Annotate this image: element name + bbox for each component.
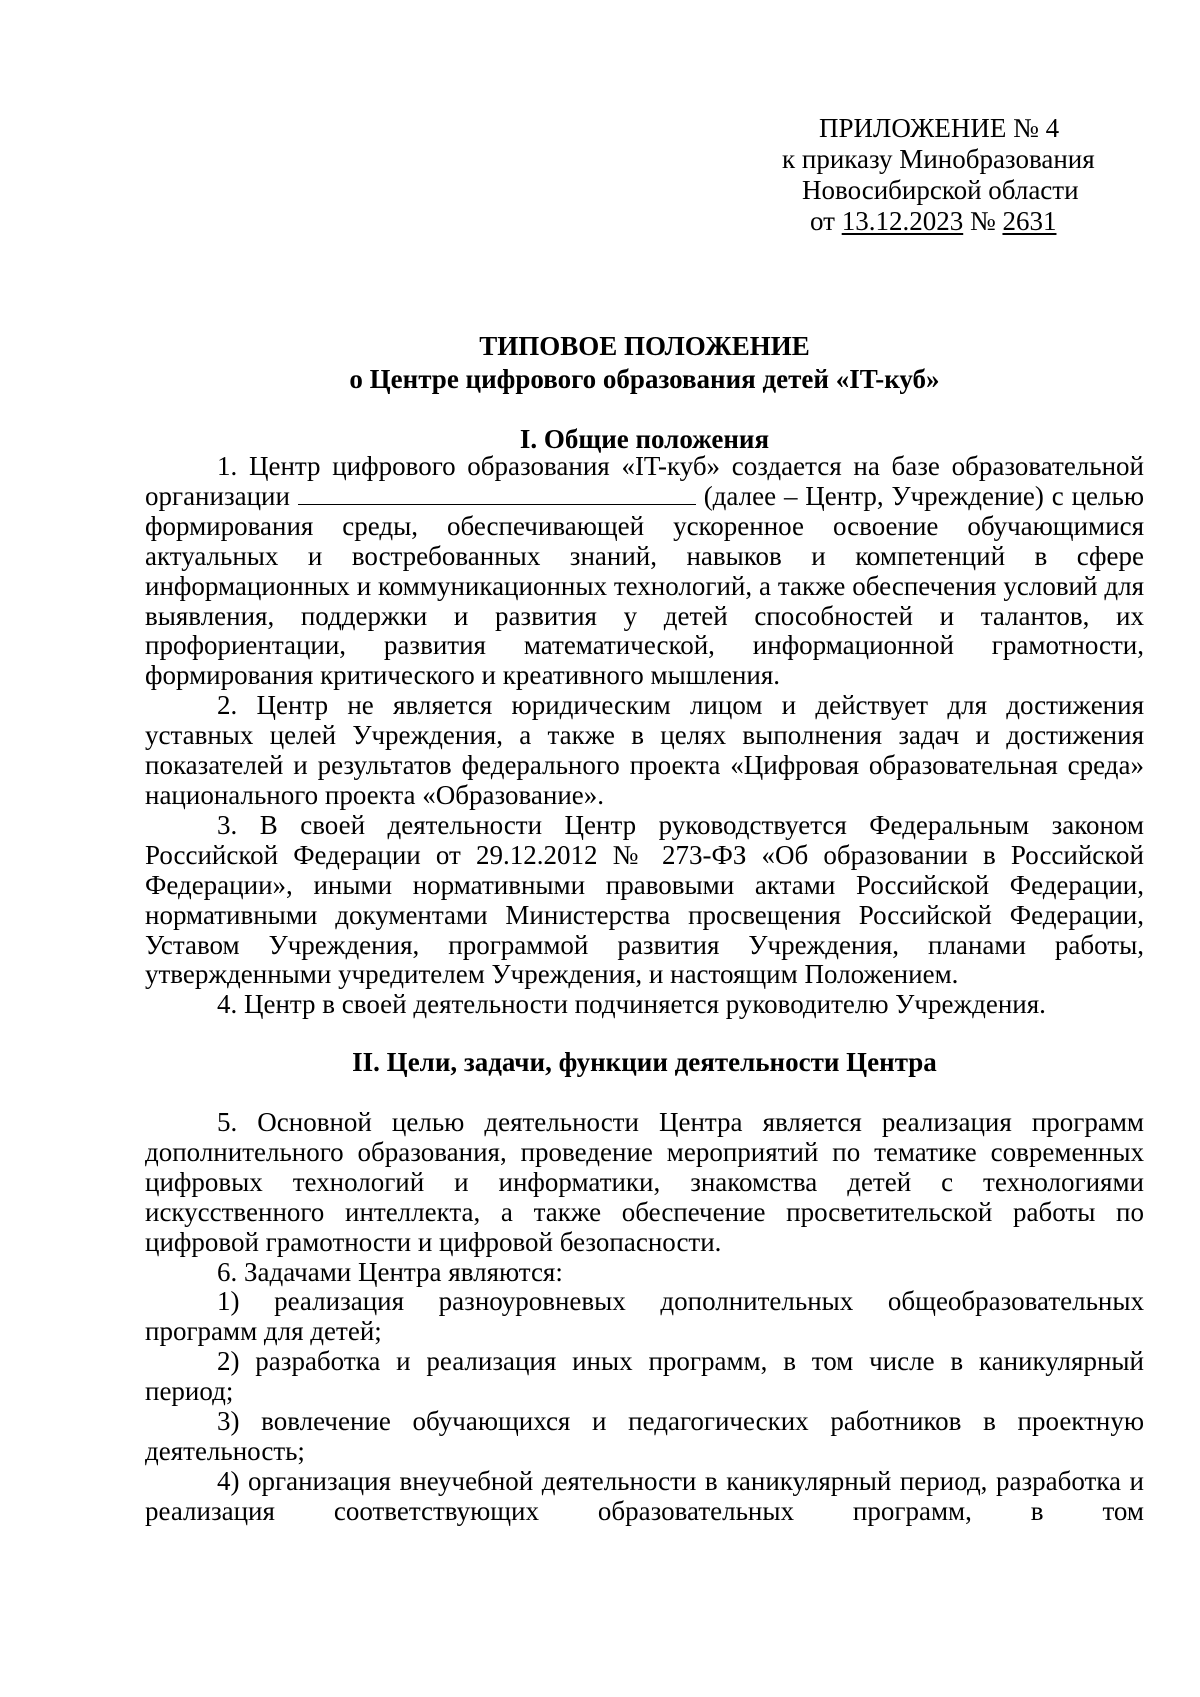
section-2-heading: II. Цели, задачи, функции деятельности Центра: [352, 1047, 937, 1077]
task-item-3: 3) вовлечение обучающихся и педагогических работников в проектную деятельность;: [145, 1406, 1144, 1466]
number-prefix: №: [963, 206, 1003, 236]
appendix-number: ПРИЛОЖЕНИЕ № 4: [819, 113, 1060, 143]
date-prefix: от: [810, 206, 842, 236]
section-1-body: [145, 452, 1144, 1020]
paragraph-6: 6. Задачами Центра являются:: [217, 1256, 563, 1287]
blank-fill-line: [298, 482, 696, 505]
paragraph-3: 3. В своей деятельности Центр руководствуется Федеральным законом Российской Федерации от 29.12.2012 № 273-ФЗ «Об образовании в Российской Федерации», иными нормативными правовыми актами Российской Федерации, нормативными документами Министерства просвещения Российской Федерации, Уставом Учреждения, программой развития Учреждения, планами работы, утвержденными учредителем Учреждения, и настоящим Положением.: [145, 809, 1144, 990]
order-number: 2631: [1002, 206, 1057, 236]
paragraph-5: 5. Основной целью деятельности Центра является реализация программ дополнительного образования, проведение мероприятий по тематике современных цифровых технологий и информатики, знакомства детей с технологиями искусственного интеллекта, а также обеспечение просветительской работы по цифровой грамотности и цифровой безопасности.: [145, 1107, 1144, 1257]
section-1-heading: I. Общие положения: [519, 424, 770, 454]
appendix-header: [740, 113, 1140, 237]
appendix-region: Новосибирской области: [802, 175, 1079, 205]
task-item-2: 2) разработка и реализация иных программ, в том числе в каникулярный период;: [145, 1346, 1144, 1407]
task-item-4: 4) организация внеучебной деятельности в каникулярный период, разработка и реализация соответствующих образовательных программ, в том: [145, 1465, 1144, 1526]
document-subtitle: о Центре цифрового образования детей «IT-куб»: [349, 364, 940, 394]
document-title: ТИПОВОЕ ПОЛОЖЕНИЕ: [479, 331, 810, 361]
section-2-body: [145, 1108, 1144, 1527]
paragraph-2: 2. Центр не является юридическим лицом и действует для достижения уставных целей Учреждения, а также в целях выполнения задач и достижения показателей и результатов федерального проекта «Цифровая образовательная среда» национального проекта «Образование».: [145, 690, 1144, 810]
paragraph-4: 4. Центр в своей деятельности подчиняется руководителю Учреждения.: [217, 989, 1046, 1020]
appendix-date-line: [740, 206, 1140, 237]
task-item-1: 1) реализация разноуровневых дополнительных общеобразовательных программ для детей;: [145, 1286, 1144, 1347]
appendix-order-ref: к приказу Минобразования: [782, 144, 1095, 174]
order-date: 13.12.2023: [841, 206, 964, 236]
paragraph-1: 1. Центр цифрового образования «IT-куб» создается на базе образовательной организации (далее – Центр, Учреждение) с целью формирования среды, обеспечивающей ускоренное освоение обучающимися актуальных и востребованных знаний, навыков и компетенций в сфере информационных и коммуникационных технологий, а также обеспечения условий для выявления, поддержки и развития у детей способностей и талантов, их профориентации, развития математической, информационной грамотности, формирования критического и креативного мышления.: [145, 451, 1144, 691]
